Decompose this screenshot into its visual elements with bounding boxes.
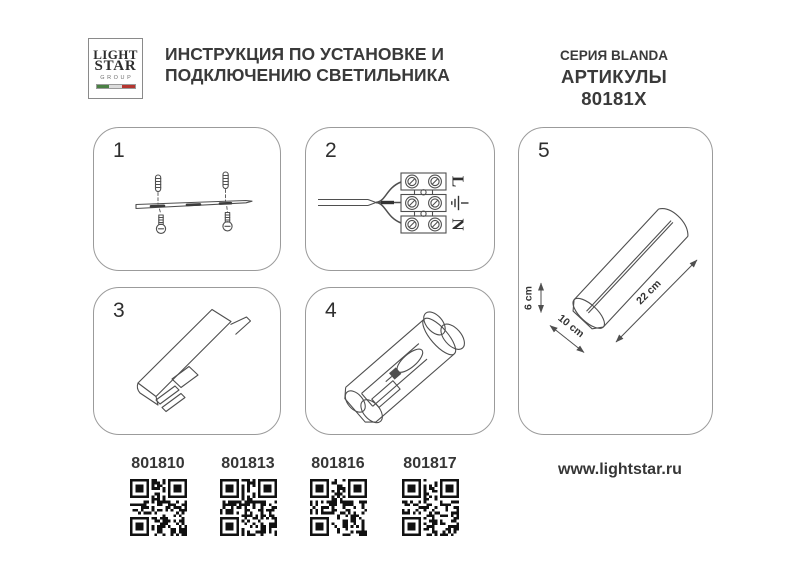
step-4-number: 4 <box>325 299 337 322</box>
series-block <box>540 48 688 110</box>
step-2-panel <box>305 127 495 271</box>
step-5-panel <box>518 127 713 435</box>
power-cable-icon <box>318 182 401 223</box>
website-url: www.lightstar.ru <box>558 461 682 478</box>
article-column <box>113 455 203 541</box>
flag-green <box>97 85 110 88</box>
series-name: СЕРИЯ BLANDA <box>560 48 668 63</box>
qr-code <box>220 479 277 536</box>
article-number: 801817 <box>403 455 457 472</box>
flag-red <box>122 85 135 88</box>
bracket-drawing <box>137 310 250 412</box>
step-5-illustration <box>519 128 711 433</box>
title-line-2: ПОДКЛЮЧЕНИЮ СВЕТИЛЬНИКА <box>165 65 450 85</box>
article-number: 801813 <box>221 455 275 472</box>
articles-code: АРТИКУЛЫ 80181X <box>560 66 668 109</box>
italian-flag-stripe <box>96 84 136 89</box>
step-2-illustration <box>306 128 493 269</box>
logo-word-group: GROUP <box>100 74 134 81</box>
step-3-number: 3 <box>113 299 125 322</box>
qr-code <box>402 479 459 536</box>
terminal-block-icon <box>401 173 446 233</box>
step-1-illustration <box>94 128 279 269</box>
step-5-number: 5 <box>538 139 550 162</box>
lightstar-logo <box>88 38 143 99</box>
page-title <box>165 44 450 86</box>
article-column <box>385 455 475 541</box>
wall-plug-icon <box>156 175 161 192</box>
article-column <box>203 455 293 541</box>
qr-code <box>130 479 187 536</box>
step-1-number: 1 <box>113 139 125 162</box>
step-2-number: 2 <box>325 139 337 162</box>
dimension-6cm-label: 6 cm <box>522 286 535 310</box>
article-number: 801816 <box>311 455 365 472</box>
live-label: L <box>448 175 468 188</box>
screw-icon <box>156 215 165 233</box>
step-4-panel <box>305 287 495 435</box>
step-3-illustration <box>94 288 279 433</box>
fixture-drawing <box>336 304 470 430</box>
qr-code <box>310 479 367 536</box>
step-1-panel <box>93 127 281 271</box>
dimension-arrows <box>541 260 697 353</box>
dimension-10cm-label: 10 cm <box>555 312 587 341</box>
fixture-dimension-drawing <box>541 203 697 352</box>
flag-white <box>109 85 122 88</box>
article-number: 801810 <box>131 455 185 472</box>
logo-word-star: STAR <box>94 57 137 74</box>
step-4-illustration <box>306 288 493 433</box>
dimension-22cm-label: 22 cm <box>634 277 664 308</box>
ground-icon <box>452 196 469 210</box>
step-3-panel <box>93 287 281 435</box>
article-column <box>293 455 383 541</box>
neutral-label: N <box>448 218 468 231</box>
title-line-1: ИНСТРУКЦИЯ ПО УСТАНОВКЕ И <box>165 44 444 64</box>
logo-word-light: LIGHT <box>93 46 138 62</box>
